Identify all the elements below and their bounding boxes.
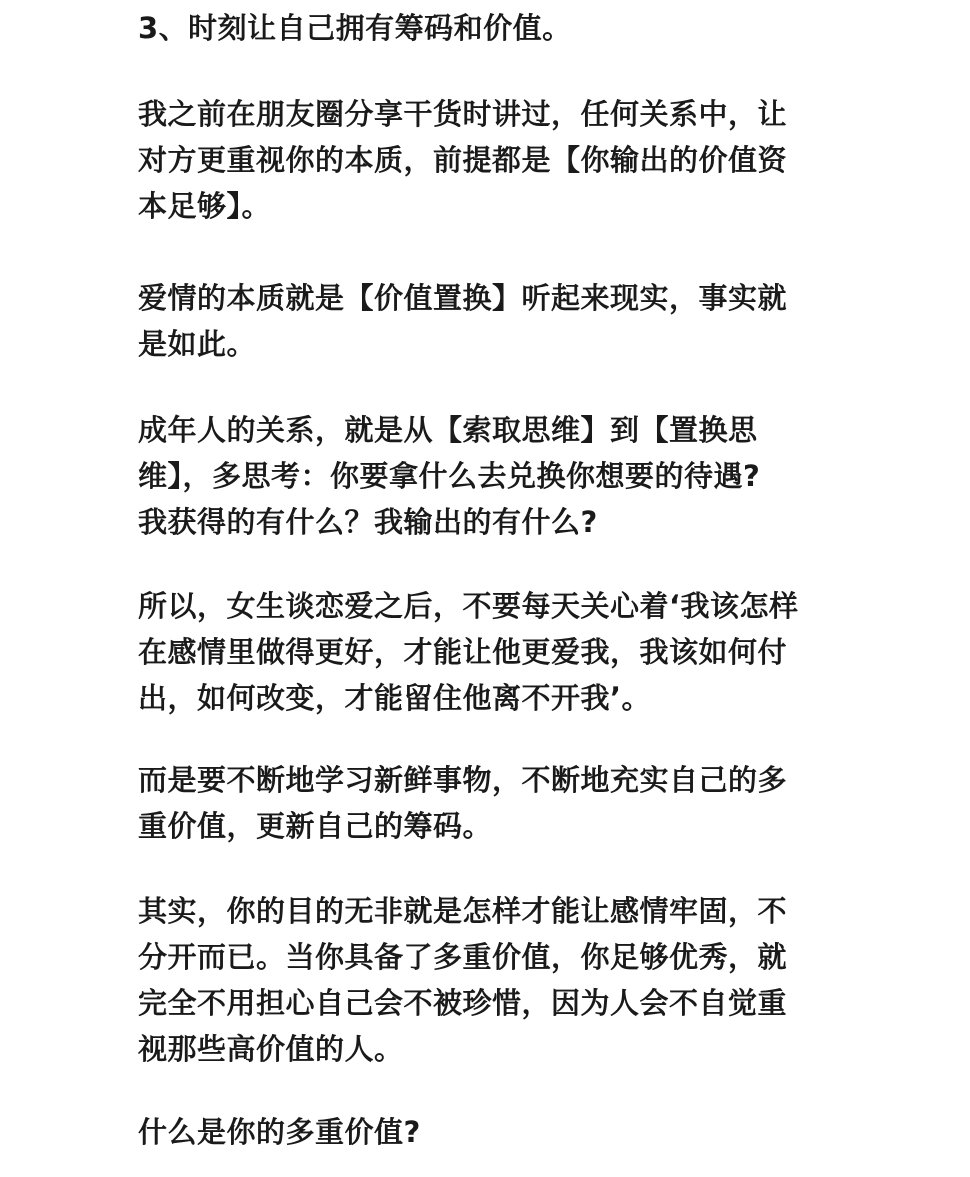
- text-line: 什么是你的多重价值?: [138, 1115, 421, 1149]
- paragraph-multiple-values: [138, 888, 787, 1072]
- text-line: 所以，女生谈恋爱之后，不要每天关心着‘我该怎样: [138, 589, 799, 623]
- text-line: 本足够】。: [138, 189, 272, 223]
- text-line: 我之前在朋友圈分享干货时讲过，任何关系中，让: [138, 97, 788, 131]
- text-line: 3、时刻让自己拥有筹码和价值。: [138, 11, 572, 45]
- text-line: 我获得的有什么？我输出的有什么?: [138, 505, 598, 539]
- paragraph-value-premise: [138, 91, 787, 229]
- text-line: 视那些高价值的人。: [138, 1032, 404, 1066]
- closing-question: [138, 1109, 421, 1155]
- text-line: 完全不用担心自己会不被珍惜，因为人会不自觉重: [138, 986, 788, 1020]
- section-heading: [138, 5, 572, 51]
- paragraph-keep-learning: [138, 757, 787, 849]
- text-line: 维】，多思考：你要拿什么去兑换你想要的待遇?: [138, 459, 761, 493]
- paragraph-dont-worry: [138, 583, 799, 721]
- paragraph-love-essence: [138, 275, 787, 367]
- text-line: 重价值，更新自己的筹码。: [138, 809, 493, 843]
- text-line: 出，如何改变，才能留住他离不开我’。: [138, 681, 652, 715]
- text-line: 对方更重视你的本质，前提都是【你输出的价值资: [138, 143, 788, 177]
- text-line: 在感情里做得更好，才能让他更爱我，我该如何付: [138, 635, 788, 669]
- text-line: 而是要不断地学习新鲜事物，不断地充实自己的多: [138, 763, 788, 797]
- paragraph-adult-relationships: [138, 407, 760, 545]
- text-line: 分开而已。当你具备了多重价值，你足够优秀，就: [138, 940, 788, 974]
- text-line: 爱情的本质就是【价值置换】听起来现实，事实就: [138, 281, 788, 315]
- text-line: 是如此。: [138, 327, 257, 361]
- text-line: 其实，你的目的无非就是怎样才能让感情牢固，不: [138, 894, 788, 928]
- text-line: 成年人的关系，就是从【索取思维】到【置换思: [138, 413, 758, 447]
